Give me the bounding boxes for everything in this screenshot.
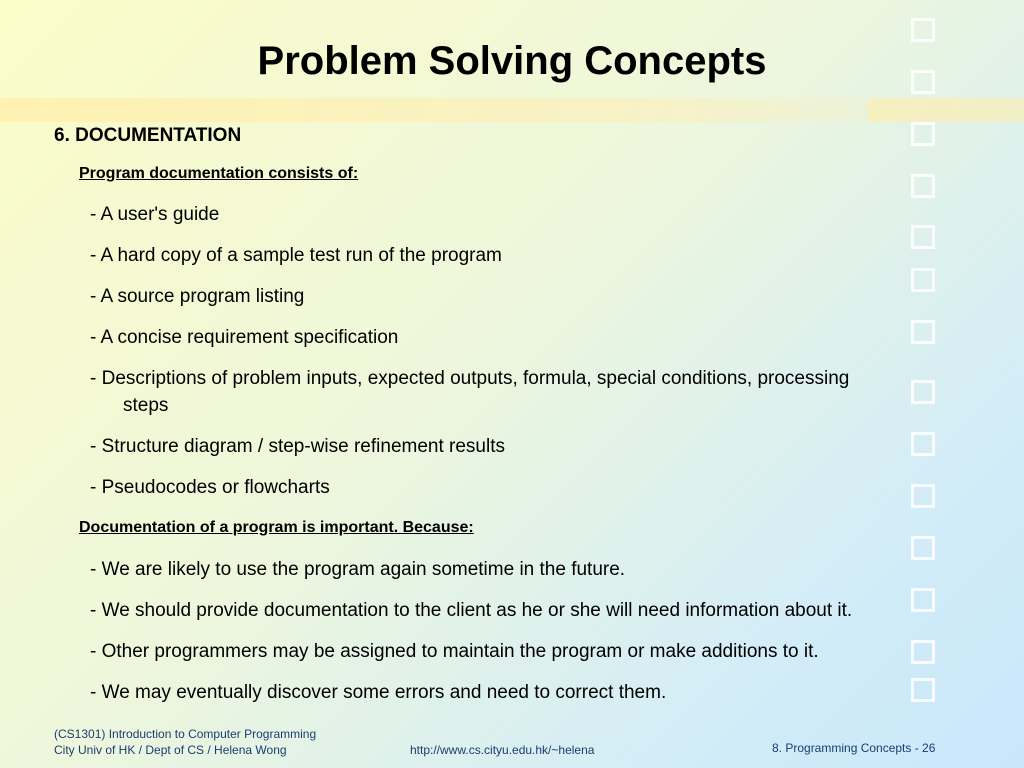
list-item [90, 365, 1010, 419]
footer-page-number: 8. Programming Concepts - 26 [772, 741, 936, 755]
section-heading: 6. DOCUMENTATION [54, 125, 242, 146]
list-item: - We may eventually discover some errors and need to correct them. [90, 682, 667, 703]
footer-course-line: (CS1301) Introduction to Computer Programming [54, 727, 317, 741]
list-item: - Other programmers may be assigned to maintain the program or make additions to it. [90, 641, 819, 662]
list-item: - Pseudocodes or flowcharts [90, 477, 330, 498]
list-item-text: - Descriptions of problem inputs, expected outputs, formula, special conditions, processing [90, 368, 850, 389]
title-band-right-decoration [868, 98, 1024, 122]
list-item: - We are likely to use the program again sometime in the future. [90, 559, 626, 580]
list-item: - A user's guide [90, 204, 220, 225]
subhead-documentation-consists: Program documentation consists of: [79, 165, 359, 182]
list-item: - We should provide documentation to the client as he or she will need information about it. [90, 600, 853, 621]
list-item: - A hard copy of a sample test run of the program [90, 245, 502, 266]
deco-square-icon [911, 122, 935, 146]
list-item: - A source program listing [90, 286, 305, 307]
slide-title: Problem Solving Concepts [257, 39, 767, 83]
list-item-continuation: steps [123, 395, 169, 416]
deco-square-icon [911, 174, 935, 198]
list-item: - Structure diagram / step-wise refinement results [90, 436, 505, 457]
footer-course [54, 726, 316, 758]
subhead-documentation-important: Documentation of a program is important. Because: [79, 519, 474, 536]
footer-dept-line: City Univ of HK / Dept of CS / Helena Wong [54, 743, 287, 757]
list-item: - A concise requirement specification [90, 327, 399, 348]
footer-url: http://www.cs.cityu.edu.hk/~helena [410, 743, 595, 757]
